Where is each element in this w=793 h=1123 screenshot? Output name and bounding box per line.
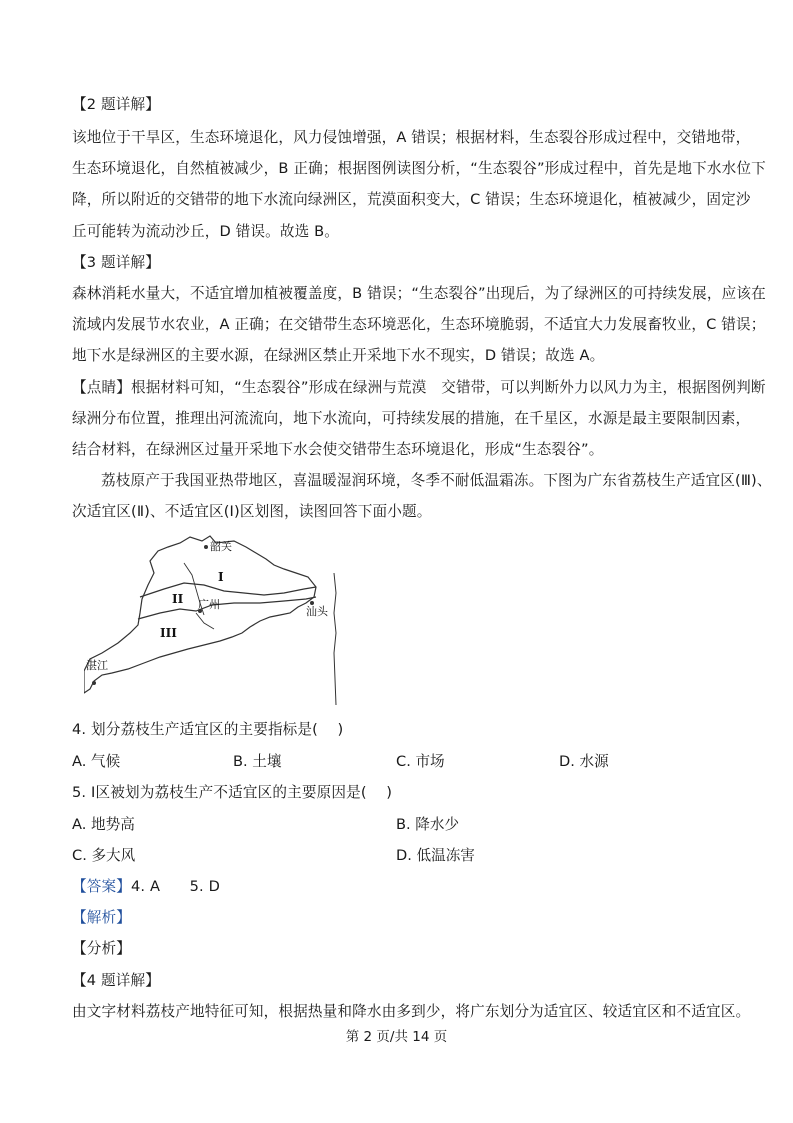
label-guangzhou: 广州 <box>198 598 220 611</box>
answer-text: 4. A 5. D <box>130 878 221 895</box>
q5-option-a: A. 地势高 <box>72 816 135 833</box>
q2-line-2: 生态环境退化，自然植被减少，B 正确；根据图例读图分析，“生态裂谷”形成过程中，首先是地下水水位下 <box>72 160 766 177</box>
page-footer: 第 2 页/共 14 页 <box>345 1029 448 1045</box>
q2-line-4: 丘可能转为流动沙丘，D 错误。故选 B。 <box>72 223 340 240</box>
q4-explain-heading: 【4 题详解】 <box>72 972 160 989</box>
q2-heading: 【2 题详解】 <box>72 96 160 113</box>
province-outline <box>84 536 316 693</box>
label-shantou: 汕头 <box>306 605 328 618</box>
q2-line-3: 降，所以附近的交错带的地下水流向绿洲区，荒漠面积变大，C 错误；生态环境退化，植被减少，固定沙 <box>72 191 751 208</box>
q2-line-1: 该地位于干旱区，生态环境退化，风力侵蚀增强，A 错误；根据材料，生态裂谷形成过程中，交错地带， <box>72 129 751 146</box>
q3-line-2: 流域内发展节水农业，A 正确；在交错带生态环境恶化，生态环境脆弱，不适宜大力发展畜牧业，C 错误； <box>72 316 766 333</box>
question-5-stem: 5. Ⅰ区被划为荔枝生产不适宜区的主要原因是( ) <box>72 784 393 801</box>
q4-option-c: C. 市场 <box>396 753 445 770</box>
label-zone-1: I <box>218 570 224 584</box>
q5-option-c: C. 多大风 <box>72 847 136 864</box>
comment-line-3: 结合材料，在绿洲区过量开采地下水会使交错带生态环境退化，形成“生态裂谷”。 <box>72 441 604 458</box>
comment-text-1: 根据材料可知，“生态裂谷”形成在绿洲与荒漠 交错带，可以判断外力以风力为主，根据图例判断 <box>130 379 766 396</box>
guangdong-lychee-zoning-map <box>84 533 342 705</box>
q3-line-3: 地下水是绿洲区的主要水源，在绿洲区禁止开采地下水不现实，D 错误；故选 A。 <box>72 347 605 364</box>
q5-option-d: D. 低温冻害 <box>396 847 475 864</box>
analysis-label: 【解析】 <box>72 909 131 926</box>
zone-boundary-upper <box>140 583 316 597</box>
question-4-stem: 4. 划分荔枝生产适宜区的主要指标是( ) <box>72 721 344 738</box>
label-zone-3: III <box>160 626 177 640</box>
fenxi-label: 【分析】 <box>72 940 131 957</box>
q4-explain-line: 由文字材料荔枝产地特征可知，根据热量和降水由多到少，将广东划分为适宜区、较适宜区和不适宜区。 <box>72 1003 751 1020</box>
q4-option-b: B. 土壤 <box>233 753 282 770</box>
zone-boundary-lower <box>138 597 316 619</box>
q5-option-b: B. 降水少 <box>396 816 460 833</box>
comment-line-2: 绿洲分布位置，推理出河流流向，地下水流向，可持续发展的措施，在千星区，水源是最主要限制因素， <box>72 410 751 427</box>
comment-line-1 <box>72 378 766 398</box>
label-shaoguan: 韶关 <box>210 540 232 553</box>
q4-option-a: A. 气候 <box>72 753 121 770</box>
label-zhanjiang: 湛江 <box>86 659 108 672</box>
zhanjiang-dot <box>92 681 96 685</box>
shaoguan-dot <box>204 545 208 549</box>
label-zone-2: II <box>172 592 184 606</box>
answer-line <box>72 877 220 897</box>
intro-line-2: 次适宜区(Ⅱ)、不适宜区(Ⅰ)区划图，读图回答下面小题。 <box>72 503 432 520</box>
comment-label: 【点睛】 <box>72 379 131 396</box>
map-edge-line <box>334 573 336 705</box>
river-line-2 <box>196 613 214 629</box>
intro-line-1: 荔枝原产于我国亚热带地区，喜温暖湿润环境，冬季不耐低温霜冻。下图为广东省荔枝生产适宜区(Ⅲ)、 <box>101 472 772 489</box>
q3-line-1: 森林消耗水量大，不适宜增加植被覆盖度，B 错误；“生态裂谷”出现后，为了绿洲区的可持续发展，应该在 <box>72 285 766 302</box>
q4-option-d: D. 水源 <box>559 753 609 770</box>
q3-heading: 【3 题详解】 <box>72 254 160 271</box>
answer-label: 【答案】 <box>72 878 131 895</box>
